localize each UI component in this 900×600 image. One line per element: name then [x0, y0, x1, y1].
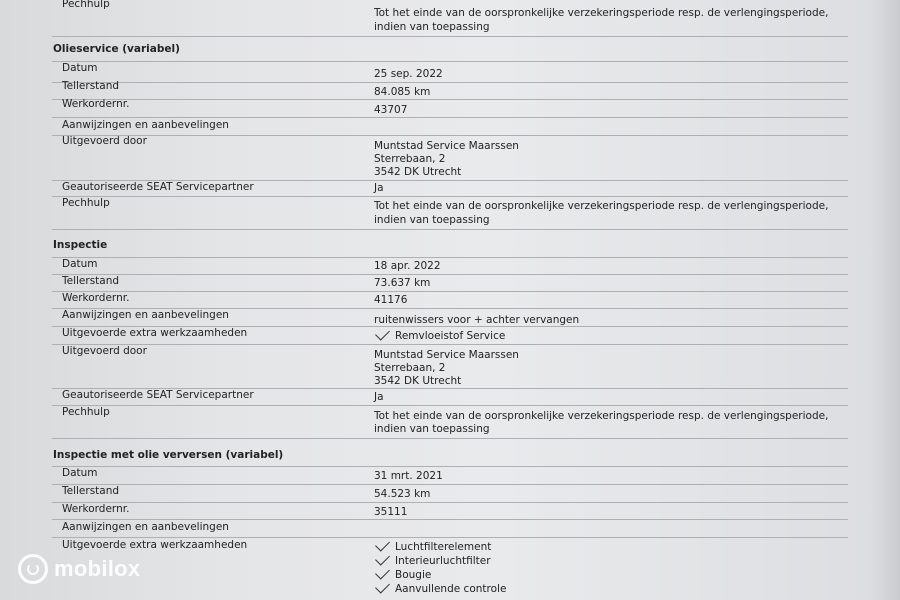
werkordernr-value: 35111 — [374, 506, 408, 518]
pechhulp-value-line1: Tot het einde van de oorspronkelijke verzekeringsperiode resp. de verlengingsperiode, — [374, 200, 829, 212]
page-edge-shadow — [870, 0, 900, 600]
extra-item-label: Interieurluchtfilter — [395, 555, 491, 567]
row-divider — [52, 135, 848, 136]
datum-value: 18 apr. 2022 — [374, 260, 441, 272]
extra-werkzaamheden-item — [376, 583, 506, 596]
servicepartner-value: Ja — [374, 182, 384, 194]
werkordernr-label: Werkordernr. — [62, 98, 130, 110]
watermark-text: mobilox — [54, 556, 141, 581]
pechhulp-value-line2: indien van toepassing — [374, 21, 490, 33]
row-divider — [52, 36, 848, 37]
section-title-inspectie-olie: Inspectie met olie verversen (variabel) — [53, 449, 284, 461]
row-divider — [52, 196, 848, 197]
pechhulp-label: Pechhulp — [62, 406, 110, 418]
datum-label: Datum — [62, 467, 98, 479]
uitgevoerd-door-line1: Muntstad Service Maarssen — [374, 140, 519, 152]
section-title-olieservice: Olieservice (variabel) — [53, 43, 180, 55]
aanwijzingen-value: ruitenwissers voor + achter vervangen — [374, 314, 580, 326]
werkordernr-label: Werkordernr. — [62, 503, 130, 515]
extra-werkzaamheden-label: Uitgevoerde extra werkzaamheden — [62, 539, 248, 551]
extra-werkzaamheden-item — [376, 330, 505, 343]
row-divider — [52, 117, 848, 118]
tellerstand-value: 73.637 km — [374, 277, 431, 289]
row-divider — [52, 502, 848, 503]
extra-werkzaamheden-item — [376, 555, 491, 568]
pechhulp-value-line1: Tot het einde van de oorspronkelijke verzekeringsperiode resp. de verlengingsperiode, — [374, 7, 829, 19]
aanwijzingen-label: Aanwijzingen en aanbevelingen — [62, 521, 229, 533]
datum-value: 25 sep. 2022 — [374, 68, 443, 80]
aanwijzingen-label: Aanwijzingen en aanbevelingen — [62, 119, 229, 131]
datum-label: Datum — [62, 62, 98, 74]
werkordernr-label: Werkordernr. — [62, 292, 130, 304]
row-divider — [52, 274, 848, 275]
checkmark-icon — [375, 537, 390, 552]
datum-value: 31 mrt. 2021 — [374, 470, 443, 482]
row-divider — [52, 344, 848, 345]
row-divider — [52, 466, 848, 467]
checkmark-icon — [375, 326, 390, 341]
pechhulp-label: Pechhulp — [62, 0, 110, 10]
servicepartner-label: Geautoriseerde SEAT Servicepartner — [62, 181, 254, 193]
pechhulp-label: Pechhulp — [62, 197, 110, 209]
tellerstand-value: 84.085 km — [374, 86, 431, 98]
row-divider — [52, 537, 848, 538]
row-divider — [52, 484, 848, 485]
row-divider — [52, 61, 848, 62]
extra-item-label: Remvloeistof Service — [395, 330, 506, 342]
section-title-inspectie: Inspectie — [53, 239, 108, 251]
uitgevoerd-door-line2: Sterrebaan, 2 — [374, 153, 446, 165]
row-divider — [52, 99, 848, 100]
uitgevoerd-door-label: Uitgevoerd door — [62, 135, 147, 147]
tellerstand-label: Tellerstand — [62, 80, 120, 92]
extra-werkzaamheden-label: Uitgevoerde extra werkzaamheden — [62, 327, 248, 339]
row-divider — [52, 229, 848, 230]
pechhulp-value-line1: Tot het einde van de oorspronkelijke verzekeringsperiode resp. de verlengingsperiode, — [374, 410, 829, 422]
row-divider — [52, 291, 848, 292]
uitgevoerd-door-line1: Muntstad Service Maarssen — [374, 349, 519, 361]
row-divider — [52, 82, 848, 83]
pechhulp-value-line2: indien van toepassing — [374, 214, 490, 226]
extra-werkzaamheden-item — [376, 541, 491, 554]
extra-item-label: Luchtfilterelement — [395, 541, 492, 553]
uitgevoerd-door-line3: 3542 DK Utrecht — [374, 375, 462, 387]
extra-item-label: Bougie — [395, 569, 432, 581]
tellerstand-label: Tellerstand — [62, 485, 120, 497]
werkordernr-value: 41176 — [374, 294, 408, 306]
mobilox-watermark — [18, 554, 140, 584]
tellerstand-value: 54.523 km — [374, 488, 431, 500]
aanwijzingen-label: Aanwijzingen en aanbevelingen — [62, 309, 229, 321]
row-divider — [52, 257, 848, 258]
pechhulp-value-line2: indien van toepassing — [374, 423, 490, 435]
extra-item-label: Aanvullende controle — [395, 583, 507, 595]
mobilox-logo-icon — [18, 554, 48, 584]
row-divider — [52, 519, 848, 520]
uitgevoerd-door-line2: Sterrebaan, 2 — [374, 362, 446, 374]
uitgevoerd-door-line3: 3542 DK Utrecht — [374, 166, 462, 178]
tellerstand-label: Tellerstand — [62, 275, 120, 287]
servicepartner-value: Ja — [374, 391, 384, 403]
servicepartner-label: Geautoriseerde SEAT Servicepartner — [62, 389, 254, 401]
datum-label: Datum — [62, 258, 98, 270]
werkordernr-value: 43707 — [374, 104, 408, 116]
row-divider — [52, 405, 848, 406]
row-divider — [52, 438, 848, 439]
uitgevoerd-door-label: Uitgevoerd door — [62, 345, 147, 357]
